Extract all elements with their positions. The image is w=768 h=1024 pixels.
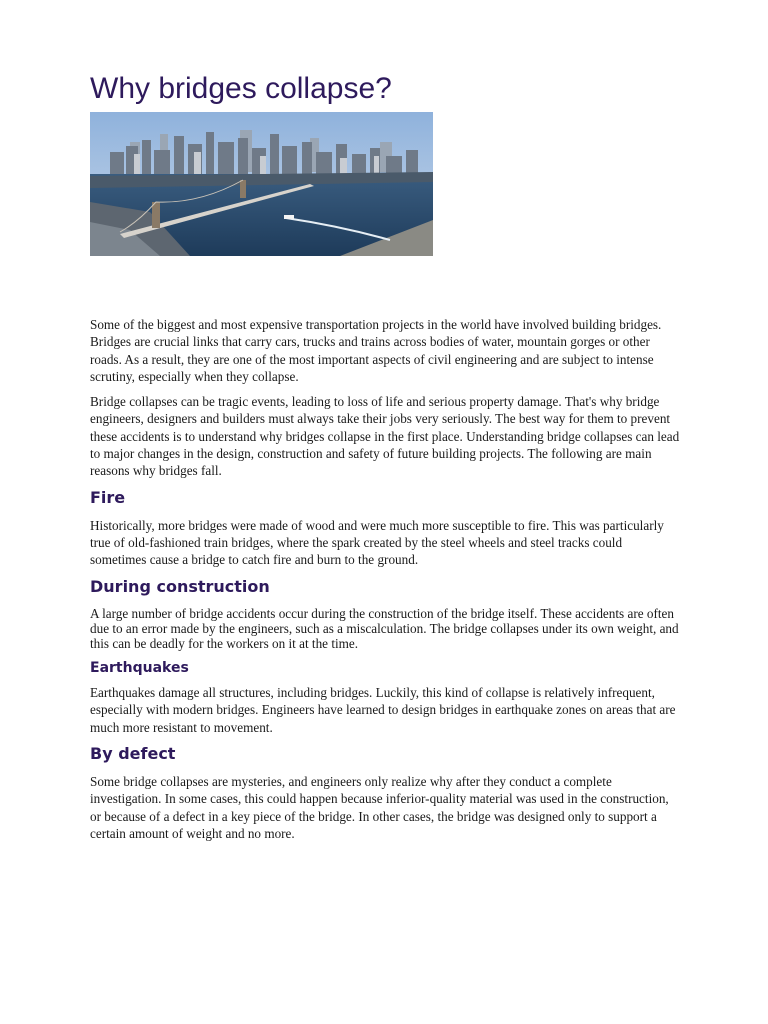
section-heading-defect: By defect <box>90 744 176 764</box>
section-text-earthquakes: Earthquakes damage all structures, including bridges. Luckily, this kind of collapse is relatively infrequent, especially with modern bridges. Engineers have learned to design bridges in earthquake zones on areas that are much more resistant to movement. <box>90 685 676 735</box>
bridge-city-photo <box>90 112 433 256</box>
section-heading-construction: During construction <box>90 576 270 596</box>
intro-paragraph: Bridge collapses can be tragic events, leading to loss of life and serious property damage. That's why bridge engineers, designers and builders must always take their jobs very seriously. The best way for them to prevent these accidents is to understand why bridges collapse in the first place. Understanding bridge collapses can lead to major changes in the design, construction and safety of future building projects. The following are main reasons why bridges fall. <box>90 394 680 479</box>
section-heading-earthquakes: Earthquakes <box>90 660 189 677</box>
section-text-defect: Some bridge collapses are mysteries, and engineers only realize why after they conduct a complete investigation. In some cases, this could happen because inferior-quality material was used in the construction, or because of a defect in a key piece of the bridge. In other cases, the bridge was designed only to support a certain amount of weight and no more. <box>90 774 669 841</box>
intro-paragraph: Some of the biggest and most expensive transportation projects in the world have involved building bridges. Bridges are crucial links that carry cars, trucks and trains across bodies of water, mountain gorges or other roads. As a result, they are one of the most important aspects of civil engineering and are subject to intense scrutiny, especially when they collapse. <box>90 317 662 384</box>
page-title: Why bridges collapse? <box>90 72 392 105</box>
section-heading-fire: Fire <box>90 487 126 507</box>
section-text-fire: Historically, more bridges were made of wood and were much more susceptible to fire. This was particularly true of old-fashioned train bridges, where the spark created by the steel wheels and steel tracks could sometimes cause a bridge to catch fire and burn to the ground. <box>90 517 664 568</box>
article-body <box>90 316 680 850</box>
section-text-construction: A large number of bridge accidents occur during the construction of the bridge itself. These accidents are often due to an error made by the engineers, such as a miscalculation. The bridge collapses under its own weight, and this can be deadly for the workers on it at the time. <box>90 605 679 651</box>
